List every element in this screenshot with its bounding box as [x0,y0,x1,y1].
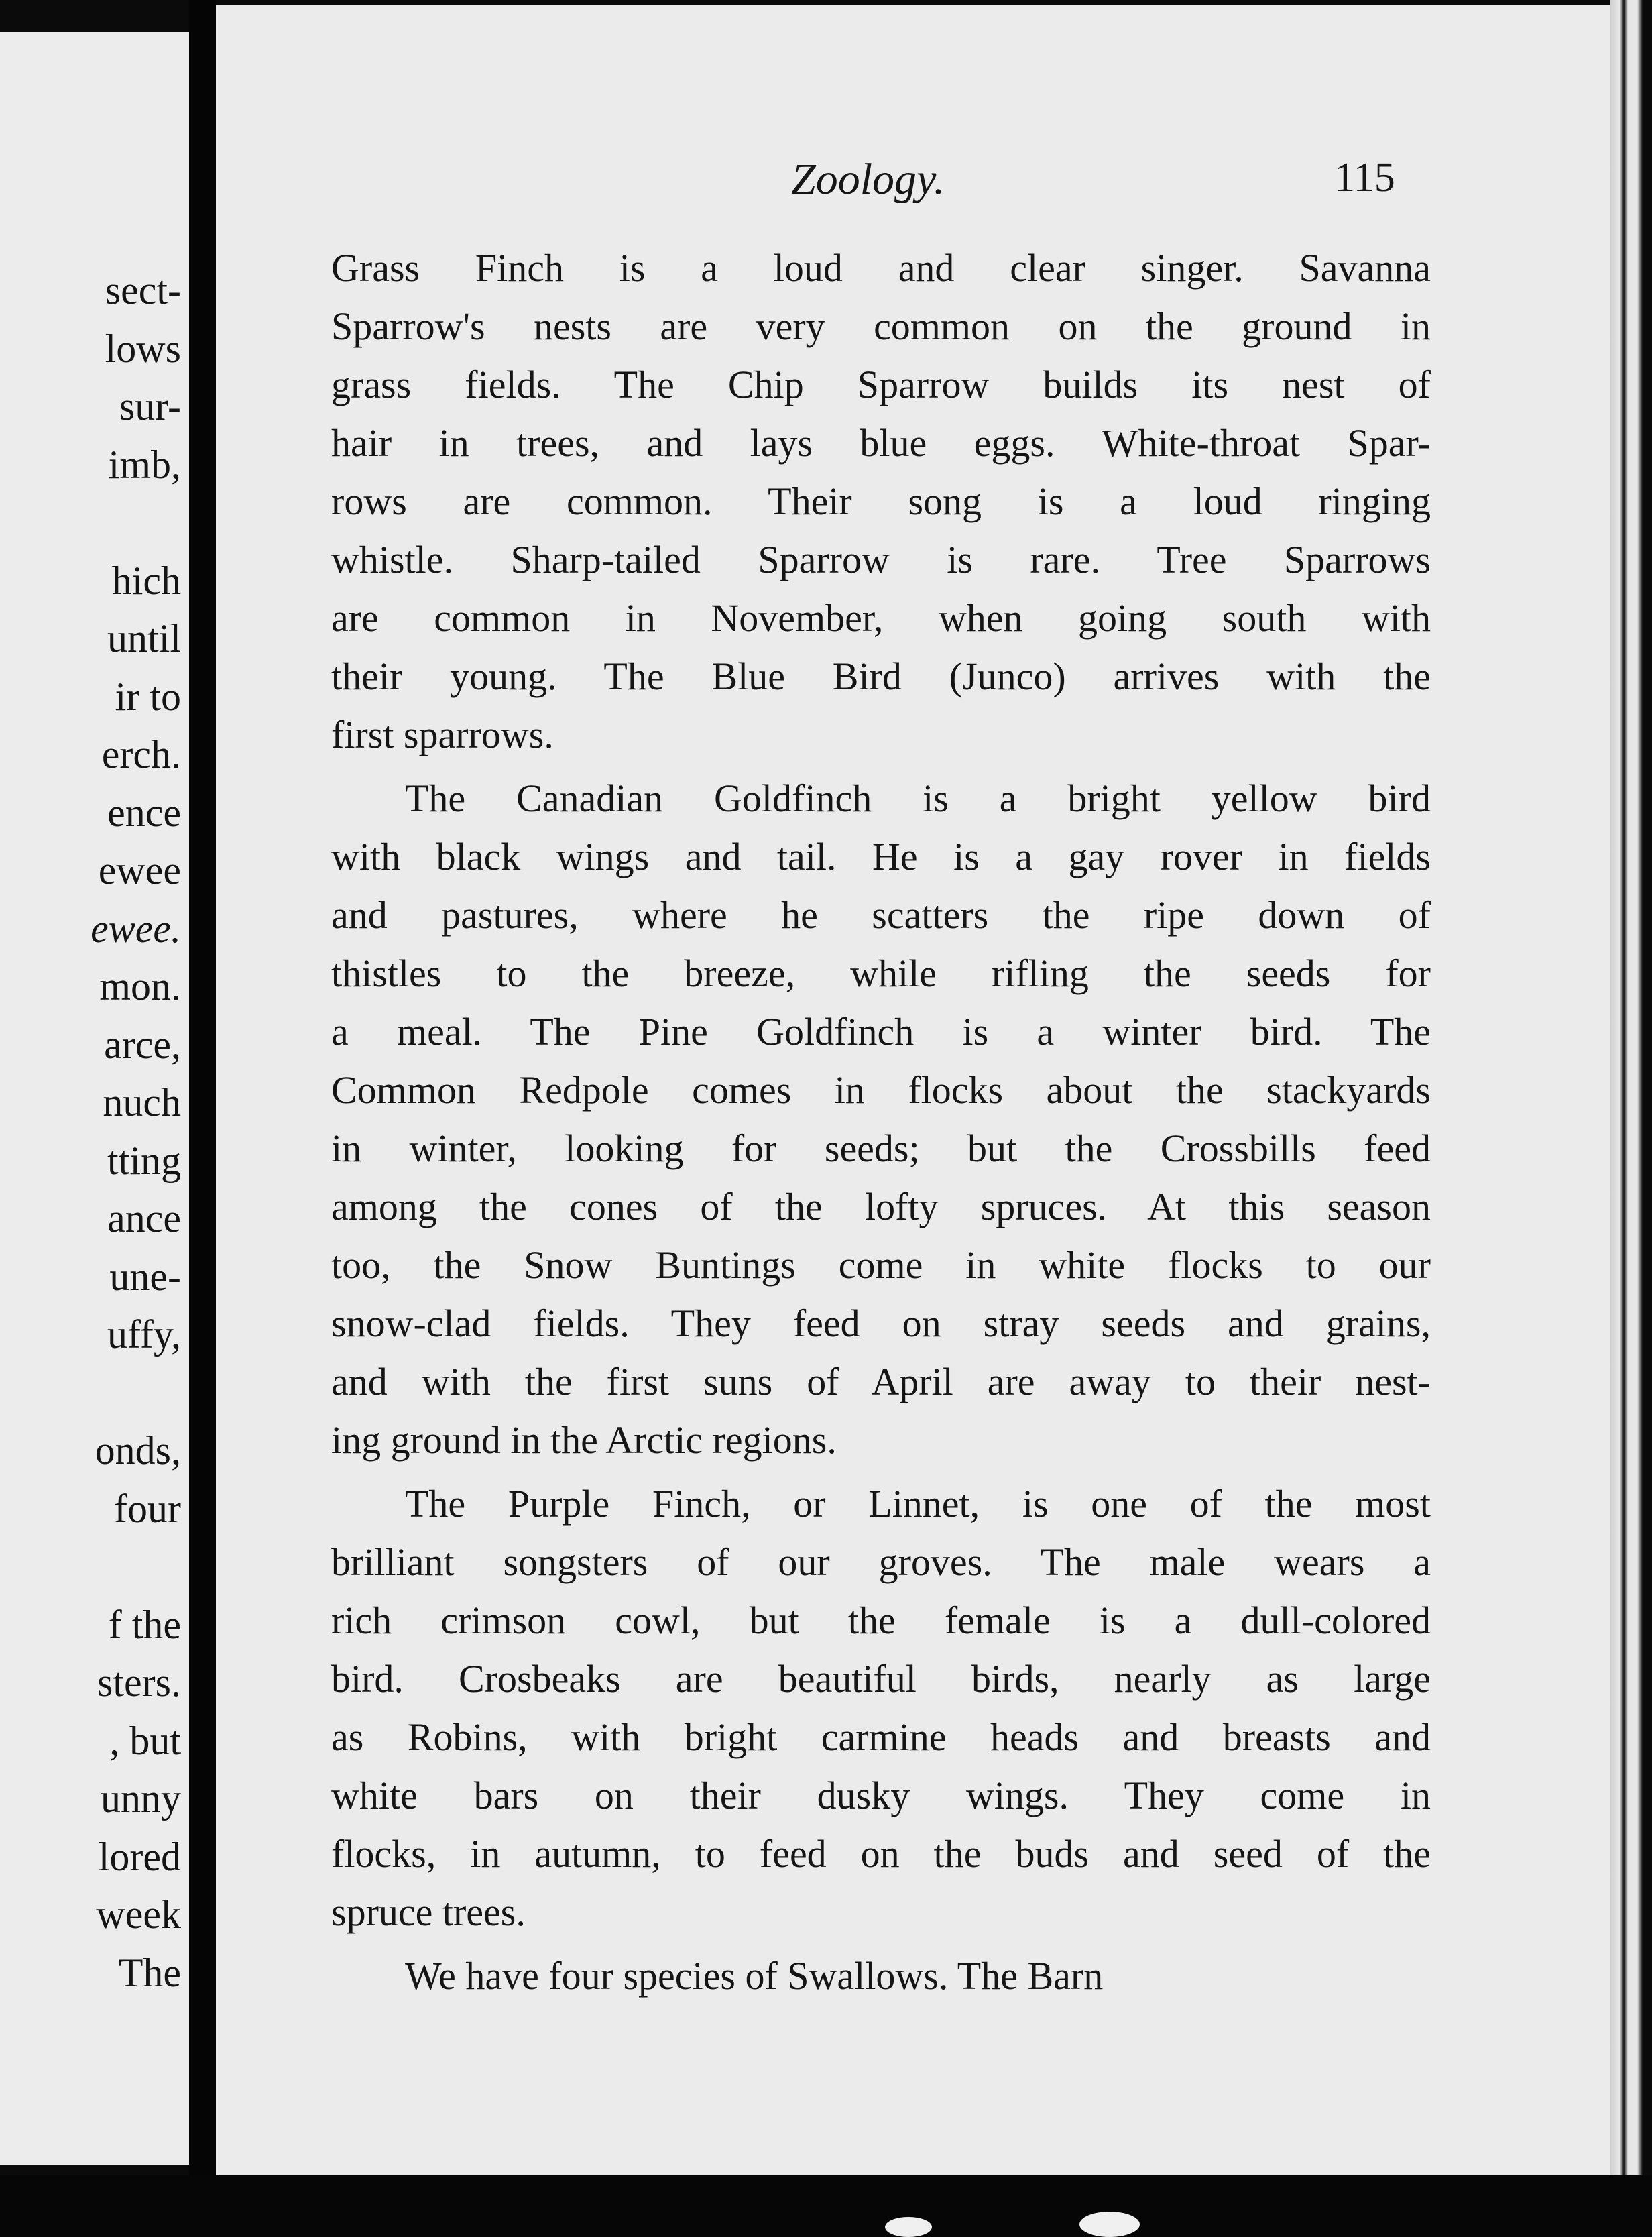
text-line: with black wings and tail. He is a gay rover in fields [331,835,1431,878]
text-line: white bars on their dusky wings. They come in [331,1774,1431,1817]
facing-page-line: imb, [108,442,181,487]
text-line: flocks, in autumn, to feed on the buds and seed of the [331,1832,1431,1876]
text-line: Grass Finch is a loud and clear singer. Savanna [331,246,1431,290]
text-line: their young. The Blue Bird (Junco) arrives with the [331,654,1431,698]
paragraph [331,1947,1431,2005]
facing-page-line: sur- [119,384,181,428]
text-line: Common Redpole comes in flocks about the stackyards [331,1068,1431,1112]
body-text [331,239,1431,2010]
facing-page-line: lored [98,1834,181,1879]
text-line: whistle. Sharp-tailed Sparrow is rare. Tree Sparrows [331,538,1431,581]
text-line: The Purple Finch, or Linnet, is one of the most [405,1482,1431,1526]
facing-page-line: , but [109,1718,181,1763]
facing-page-line: sect- [105,268,181,312]
paragraph [331,239,1431,764]
text-line: among the cones of the lofty spruces. At this season [331,1185,1431,1228]
text-line: ing ground in the Arctic regions. [331,1418,837,1462]
running-head-title: Zoology. [791,155,945,204]
text-line: and with the first suns of April are away to their nest- [331,1360,1431,1403]
text-line: first sparrows. [331,713,554,756]
facing-page-line: mon. [99,964,181,1009]
text-line: in winter, looking for seeds; but the Crossbills feed [331,1127,1431,1170]
facing-page-line: lows [105,326,181,371]
facing-page-line: onds, [95,1428,181,1473]
text-line: too, the Snow Buntings come in white flocks to our [331,1243,1431,1287]
facing-page-line: une- [109,1254,181,1299]
text-line: brilliant songsters of our groves. The male wears a [331,1540,1431,1584]
facing-page-line: four [114,1486,181,1531]
text-line: a meal. The Pine Goldfinch is a winter bird. The [331,1010,1431,1053]
facing-page-fragment [0,32,189,2165]
facing-page-line: ewee [98,848,181,893]
text-line: snow-clad fields. They feed on stray seeds and grains, [331,1302,1431,1345]
page-number: 115 [1334,155,1395,200]
bottom-margin-strip [0,2175,1652,2237]
facing-page-line: The [118,1950,181,1995]
facing-page-line: ir to [115,674,181,719]
facing-page-line: tting [107,1138,181,1183]
text-line: thistles to the breeze, while rifling the seeds for [331,952,1431,995]
text-line: rich crimson cowl, but the female is a dull-colored [331,1599,1431,1642]
facing-page-line: unny [101,1776,181,1821]
page-edge [1610,0,1652,2237]
text-line: spruce trees. [331,1890,526,1934]
text-line: hair in trees, and lays blue eggs. White-throat Spar- [331,421,1431,465]
paragraph [331,769,1431,1469]
running-head [216,154,1610,208]
facing-page-line: f the [108,1602,181,1647]
text-line: rows are common. Their song is a loud ringing [331,479,1431,523]
facing-page-line: hich [111,558,181,603]
facing-page-line: ence [107,790,181,835]
text-line: The Canadian Goldfinch is a bright yellow bird [405,777,1431,820]
scan-artifact [885,2217,932,2237]
text-line: grass fields. The Chip Sparrow builds its nest of [331,363,1431,406]
facing-page-line: ance [107,1196,181,1241]
text-line: We have four species of Swallows. The Barn [405,1954,1104,1998]
facing-page-line: sters. [97,1660,181,1705]
facing-page-line: arce, [104,1022,181,1067]
facing-page-line: uffy, [107,1312,181,1357]
text-line: Sparrow's nests are very common on the ground in [331,304,1431,348]
book-gutter [189,0,216,2237]
text-line: and pastures, where he scatters the ripe down of [331,893,1431,937]
paragraph [331,1475,1431,1941]
facing-page-line: until [107,616,181,661]
facing-page-line: erch. [101,732,181,777]
facing-page-line: week [96,1892,181,1937]
text-line: are common in November, when going south with [331,596,1431,640]
text-line: as Robins, with bright carmine heads and breasts and [331,1715,1431,1759]
facing-page-line: nuch [103,1080,181,1125]
book-page [216,5,1613,2175]
facing-page-line: ewee. [91,906,181,951]
text-line: bird. Crosbeaks are beautiful birds, nearly as large [331,1657,1431,1701]
scan-artifact [1079,2212,1140,2237]
